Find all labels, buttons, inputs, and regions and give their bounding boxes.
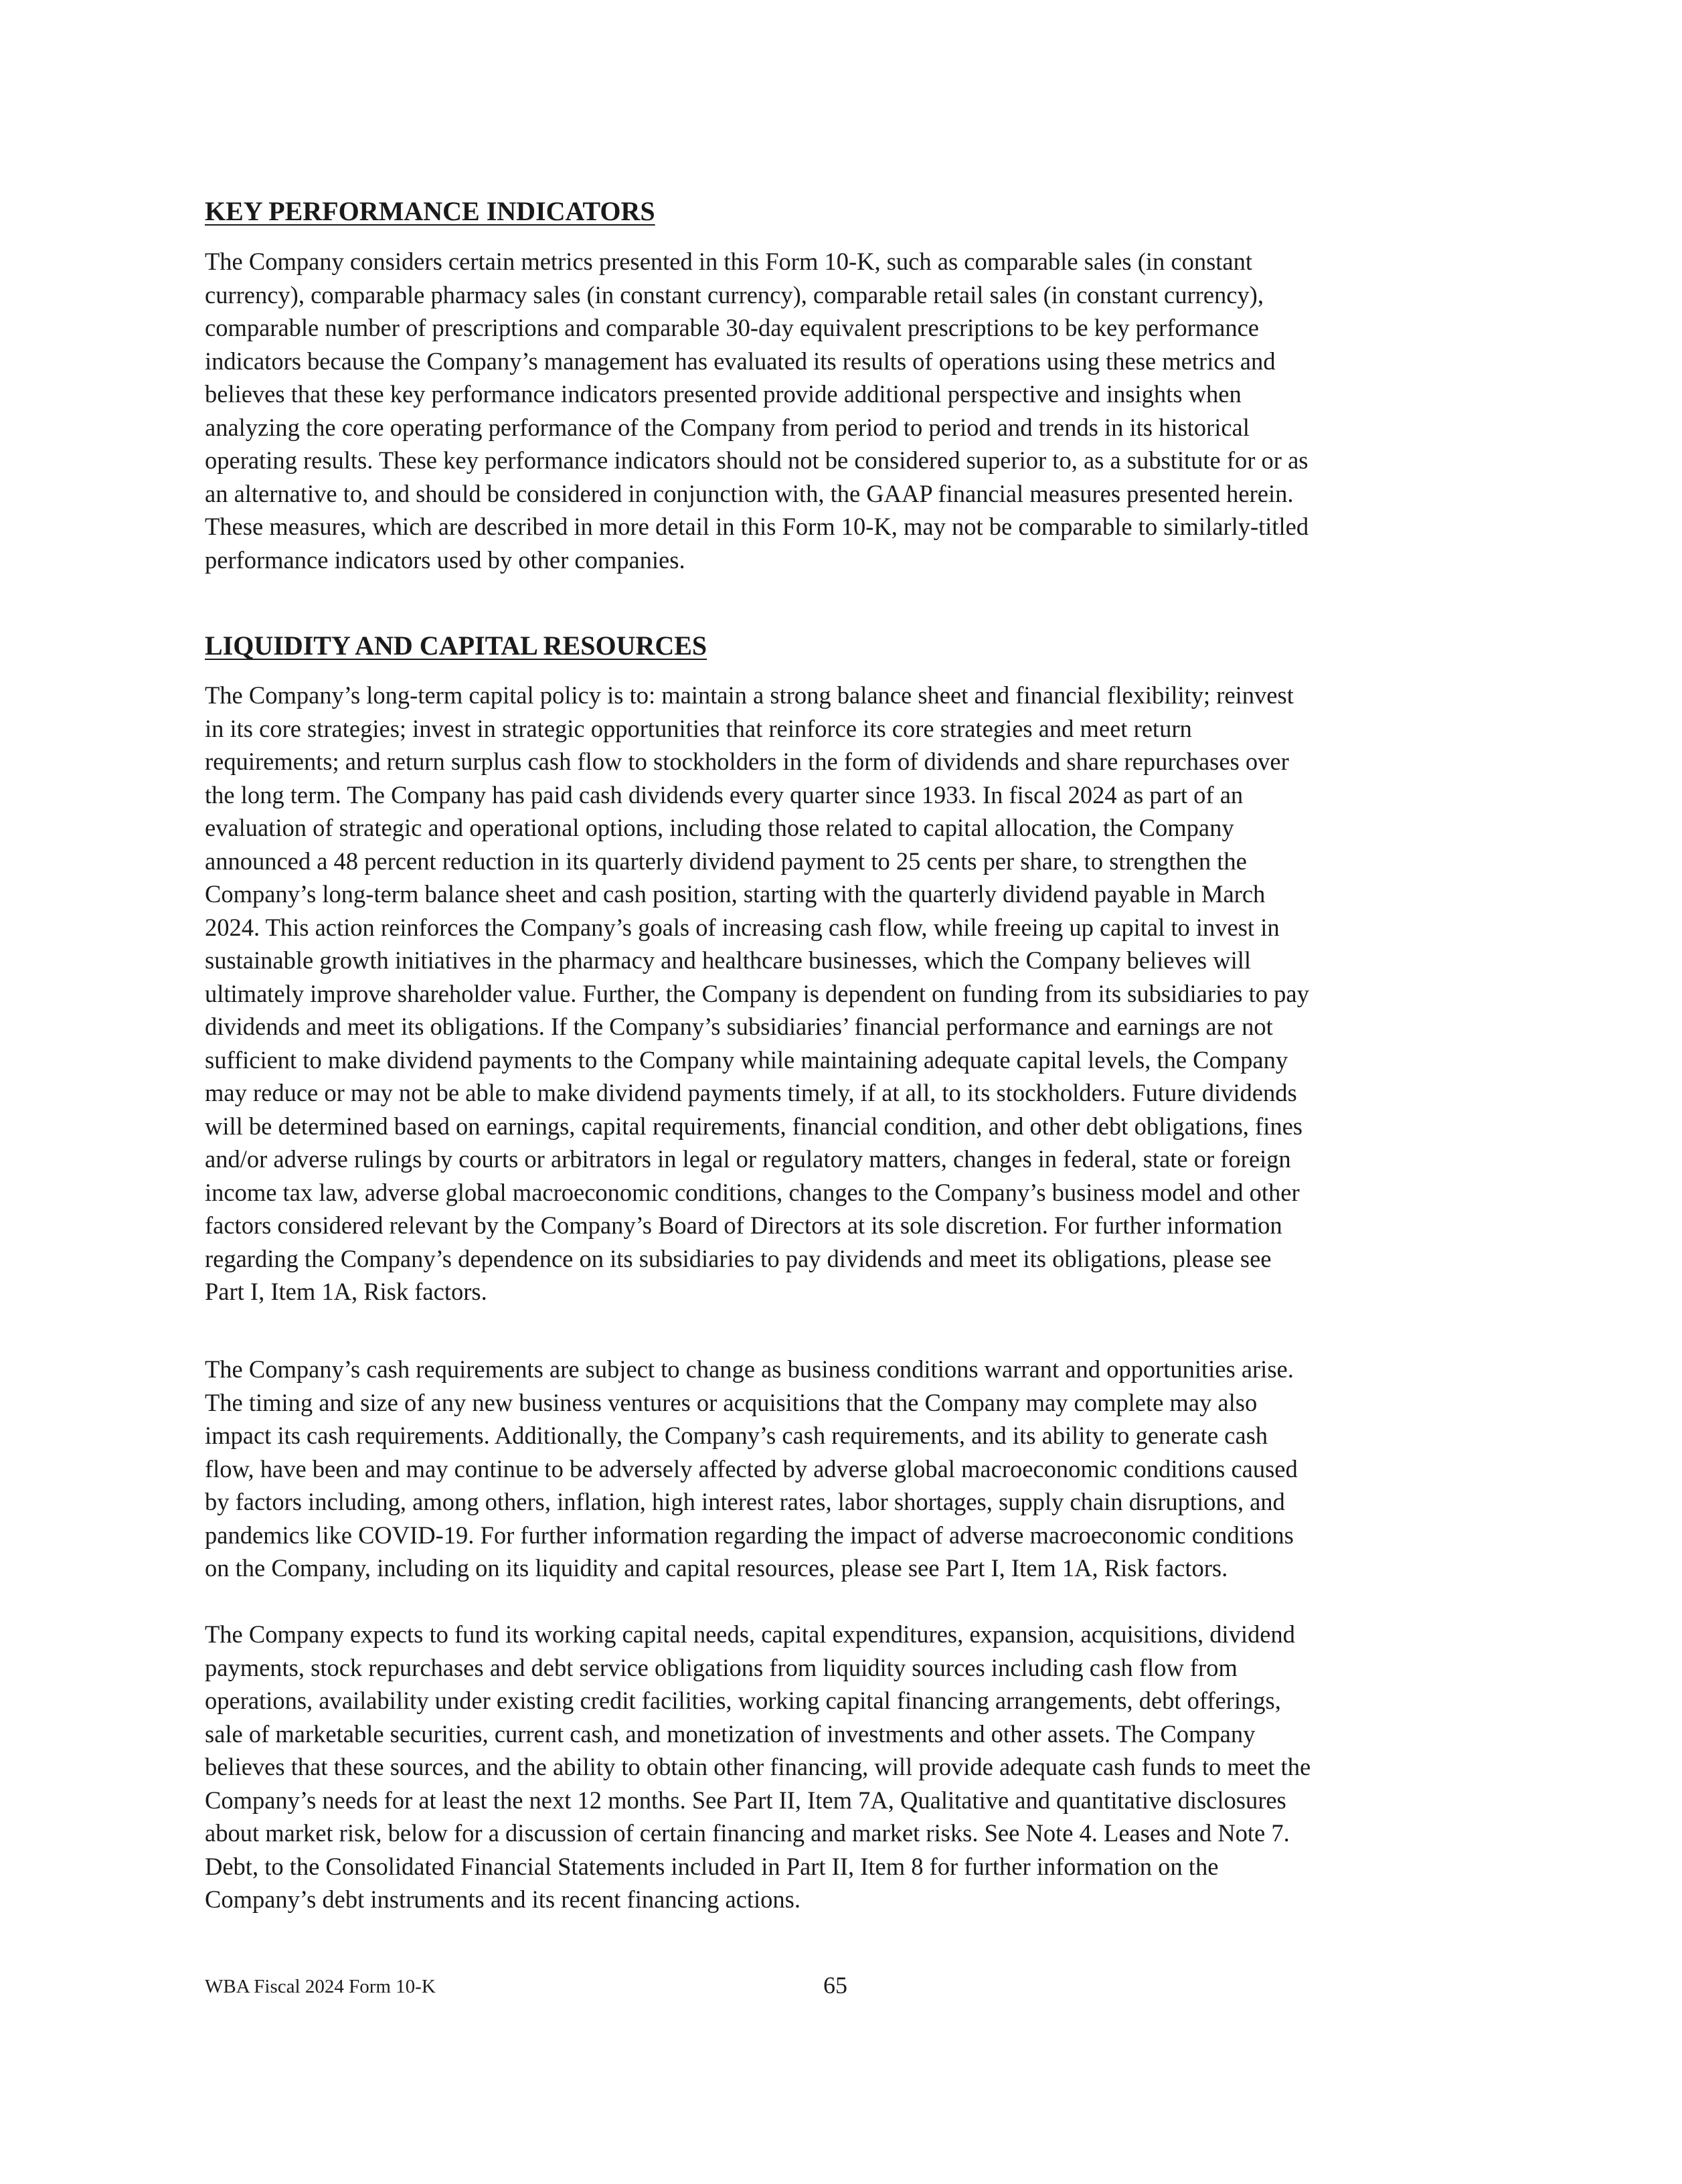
- footer-document-label: WBA Fiscal 2024 Form 10-K: [205, 1976, 436, 1997]
- liquidity-paragraph-2: The Company’s cash requirements are subject to change as business conditions warrant and opportunities arise. The timing and size of any new business ventures or acquisitions that the Company may complete may also impact its cash requirements. Additionally, the Company’s cash requirements, and its ability to generate cash flow, have been and may continue to be adversely affected by adverse global macroeconomic conditions caused by factors including, among others, inflation, high interest rates, labor shortages, supply chain disruptions, and pandemics like COVID-19. For further information regarding the impact of adverse macroeconomic conditions on the Company, including on its liquidity and capital resources, please see Part I, Item 1A, Risk factors.: [205, 1355, 1298, 1582]
- kpi-paragraph: The Company considers certain metrics presented in this Form 10-K, such as comparable sales (in constant currency), comparable pharmacy sales (in constant currency), comparable retail sales (in constant currency), comparable number of prescriptions and comparable 30-day equivalent prescriptions to be key performance indicators because the Company’s management has evaluated its results of operations using these metrics and believes that these key performance indicators presented provide additional perspective and insights when analyzing the core operating performance of the Company from period to period and trends in its historical operating results. These key performance indicators should not be considered superior to, as a substitute for or as an alternative to, and should be considered in conjunction with, the GAAP financial measures presented herein. These measures, which are described in more detail in this Form 10-K, may not be comparable to similarly-titled performance indicators used by other companies.: [205, 248, 1309, 574]
- footer-page-number: 65: [823, 1972, 847, 1999]
- liquidity-paragraph-1: The Company’s long-term capital policy is to: maintain a strong balance sheet and financial flexibility; reinvest in its core strategies; invest in strategic opportunities that reinforce its core strategies and meet return requirements; and return surplus cash flow to stockholders in the form of dividends and share repurchases over the long term. The Company has paid cash dividends every quarter since 1933. In fiscal 2024 as part of an evaluation of strategic and operational options, including those related to capital allocation, the Company announced a 48 percent reduction in its quarterly dividend payment to 25 cents per share, to strengthen the Company’s long-term balance sheet and cash position, starting with the quarterly dividend payable in March 2024. This action reinforces the Company’s goals of increasing cash flow, while freeing up capital to invest in sustainable growth initiatives in the pharmacy and healthcare businesses, which the Company believes will ultimately improve shareholder value. Further, the Company is dependent on funding from its subsidiaries to pay dividends and meet its obligations. If the Company’s subsidiaries’ financial performance and earnings are not sufficient to make dividend payments to the Company while maintaining adequate capital levels, the Company may reduce or may not be able to make dividend payments timely, if at all, to its stockholders. Future dividends will be determined based on earnings, capital requirements, financial condition, and other debt obligations, fines and/or adverse rulings by courts or arbitrators in legal or regulatory matters, changes in federal, state or foreign income tax law, adverse global macroeconomic conditions, changes to the Company’s business model and other factors considered relevant by the Company’s Board of Directors at its sole discretion. For further information regarding the Company’s dependence on its subsidiaries to pay dividends and meet its obligations, please see Part I, Item 1A, Risk factors.: [205, 681, 1309, 1305]
- section-heading-key-performance-indicators: KEY PERFORMANCE INDICATORS: [205, 196, 655, 226]
- liquidity-paragraph-3: The Company expects to fund its working capital needs, capital expenditures, expansion, acquisitions, dividend payments, stock repurchases and debt service obligations from liquidity sources including cash flow from operations, availability under existing credit facilities, working capital financing arrangements, debt offerings, sale of marketable securities, current cash, and monetization of investments and other assets. The Company believes that these sources, and the ability to obtain other financing, will provide adequate cash funds to meet the Company’s needs for at least the next 12 months. See Part II, Item 7A, Qualitative and quantitative disclosures about market risk, below for a discussion of certain financing and market risks. See Note 4. Leases and Note 7. Debt, to the Consolidated Financial Statements included in Part II, Item 8 for further information on the Company’s debt instruments and its recent financing actions.: [205, 1620, 1311, 1913]
- section-heading-liquidity-and-capital-resources: LIQUIDITY AND CAPITAL RESOURCES: [205, 631, 707, 661]
